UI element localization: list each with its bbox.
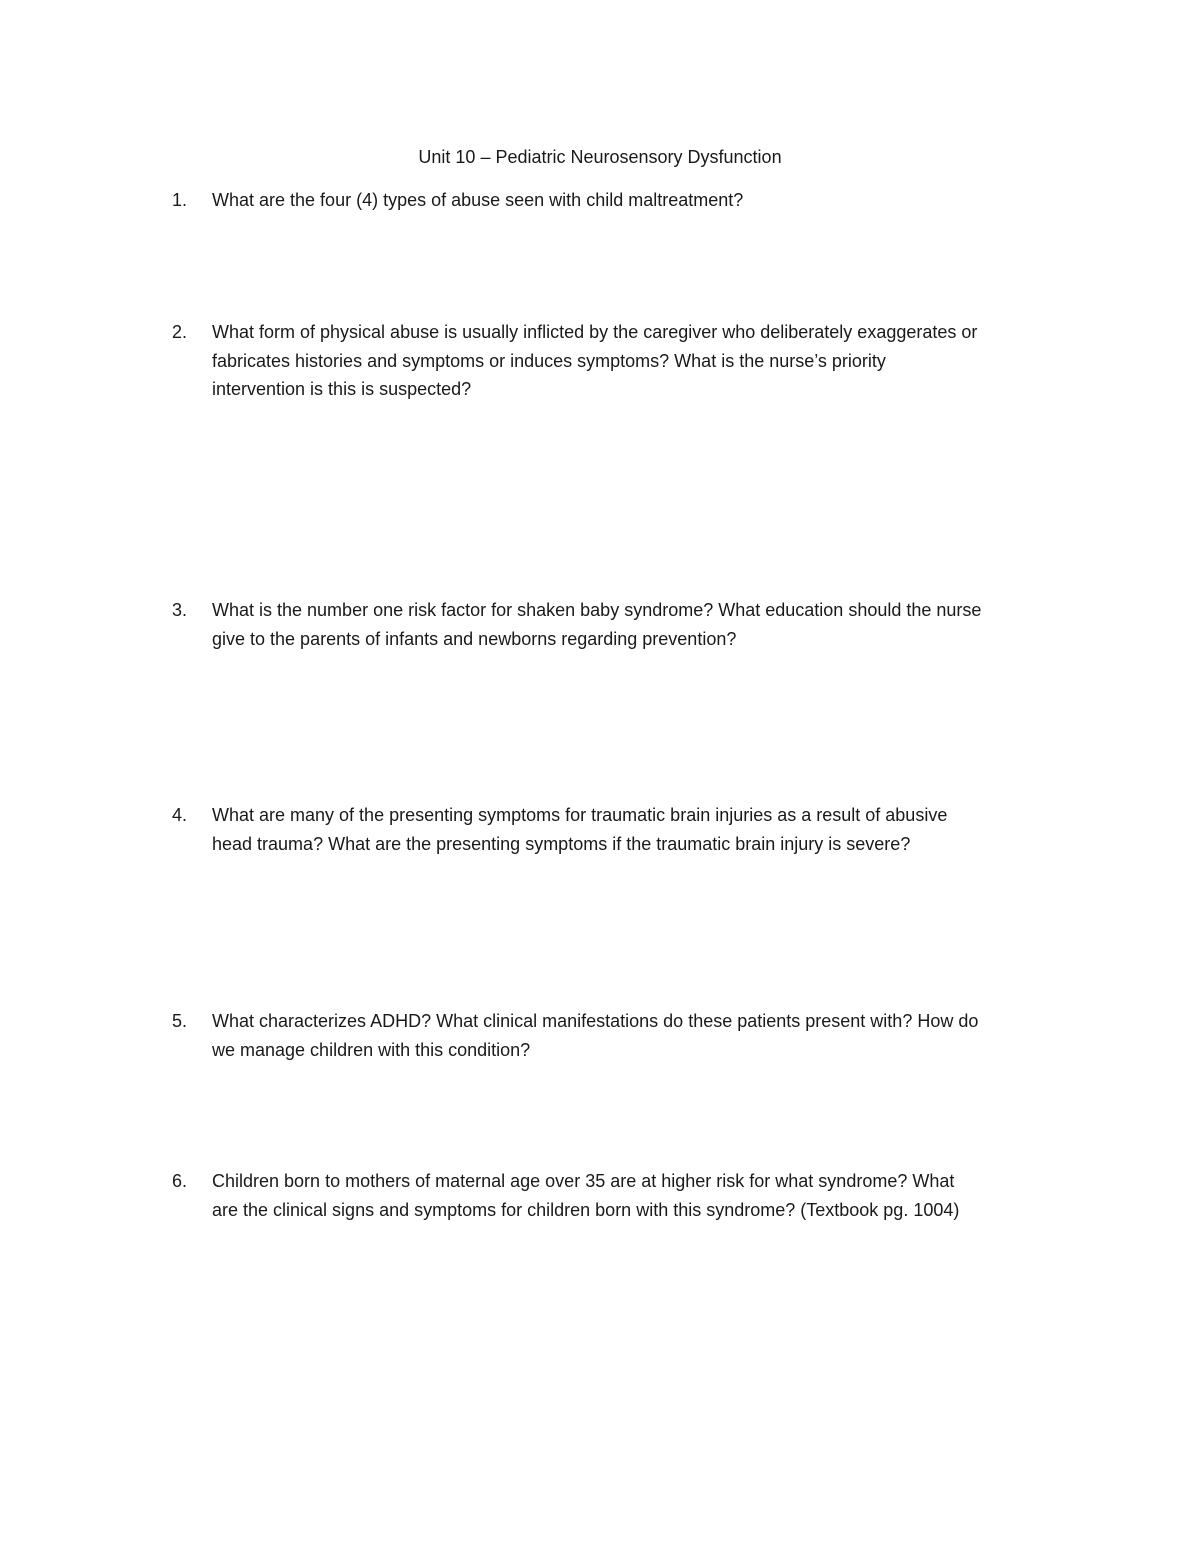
question-number: 2. [172,322,188,342]
question-text: Children born to mothers of maternal age over 35 are at higher risk for what syndrome? What are the clinical signs and symptoms for children born with this syndrome? (Textbook pg. 1004) [212,1171,960,1220]
question-text: What is the number one risk factor for shaken baby syndrome? What education should the nurse give to the parents of infants and newborns regarding prevention? [212,600,982,649]
question-item [172,596,1072,653]
question-item [172,1007,1072,1064]
question-item [172,318,1072,404]
question-number: 1. [172,190,188,210]
question-text: What are the four (4) types of abuse seen with child maltreatment? [212,190,744,210]
question-item [172,801,1072,858]
question-number: 5. [172,1011,188,1031]
question-number: 4. [172,805,188,825]
document-title: Unit 10 – Pediatric Neurosensory Dysfunction [418,147,782,167]
question-text: What characterizes ADHD? What clinical manifestations do these patients present with? How do we manage children with this condition? [212,1011,979,1060]
question-number: 3. [172,600,188,620]
question-item [172,186,1072,215]
question-item [172,1167,1072,1224]
question-text: What are many of the presenting symptoms for traumatic brain injuries as a result of abusive head trauma? What are the presenting symptoms if the traumatic brain injury is severe? [212,805,948,854]
question-number: 6. [172,1171,188,1191]
question-text: What form of physical abuse is usually inflicted by the caregiver who deliberately exaggerates or fabricates histories and symptoms or induces symptoms? What is the nurse’s priority intervention is this is suspected? [212,322,978,399]
